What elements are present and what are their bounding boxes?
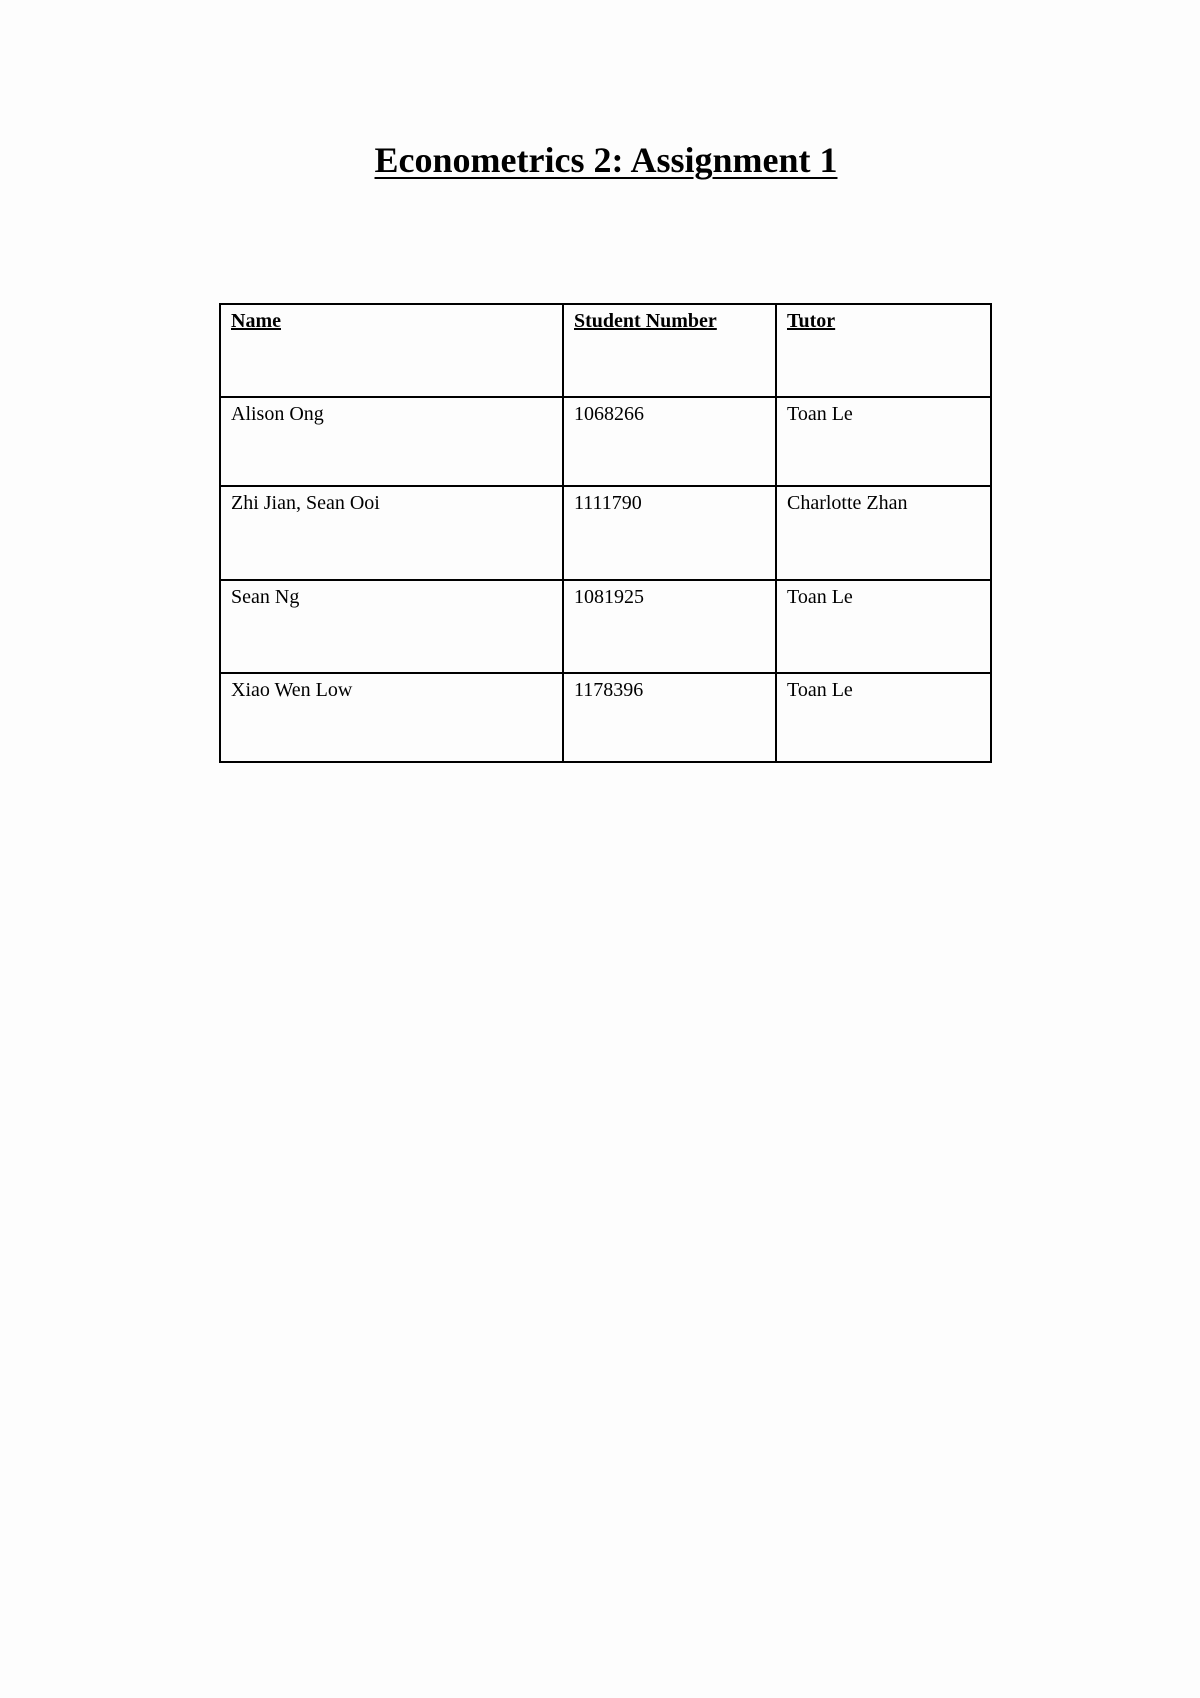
cell-tutor: Charlotte Zhan: [776, 486, 991, 580]
student-table: [219, 303, 992, 763]
cell-name: Zhi Jian, Sean Ooi: [220, 486, 563, 580]
cell-student-number: 1068266: [563, 397, 776, 486]
page-title: Econometrics 2: Assignment 1: [374, 140, 838, 180]
cell-name: Alison Ong: [220, 397, 563, 486]
table-row: [220, 580, 991, 673]
cell-tutor: Toan Le: [776, 397, 991, 486]
table-row: [220, 486, 991, 580]
table-header-row: [220, 304, 991, 397]
cell-student-number: 1111790: [563, 486, 776, 580]
header-student-number: Student Number: [563, 304, 776, 397]
cell-student-number: 1178396: [563, 673, 776, 762]
cell-tutor: Toan Le: [776, 673, 991, 762]
cell-student-number: 1081925: [563, 580, 776, 673]
header-name: Name: [220, 304, 563, 397]
header-tutor: Tutor: [776, 304, 991, 397]
cell-name: Sean Ng: [220, 580, 563, 673]
table-row: [220, 397, 991, 486]
cell-name: Xiao Wen Low: [220, 673, 563, 762]
cell-tutor: Toan Le: [776, 580, 991, 673]
table-row: [220, 673, 991, 762]
